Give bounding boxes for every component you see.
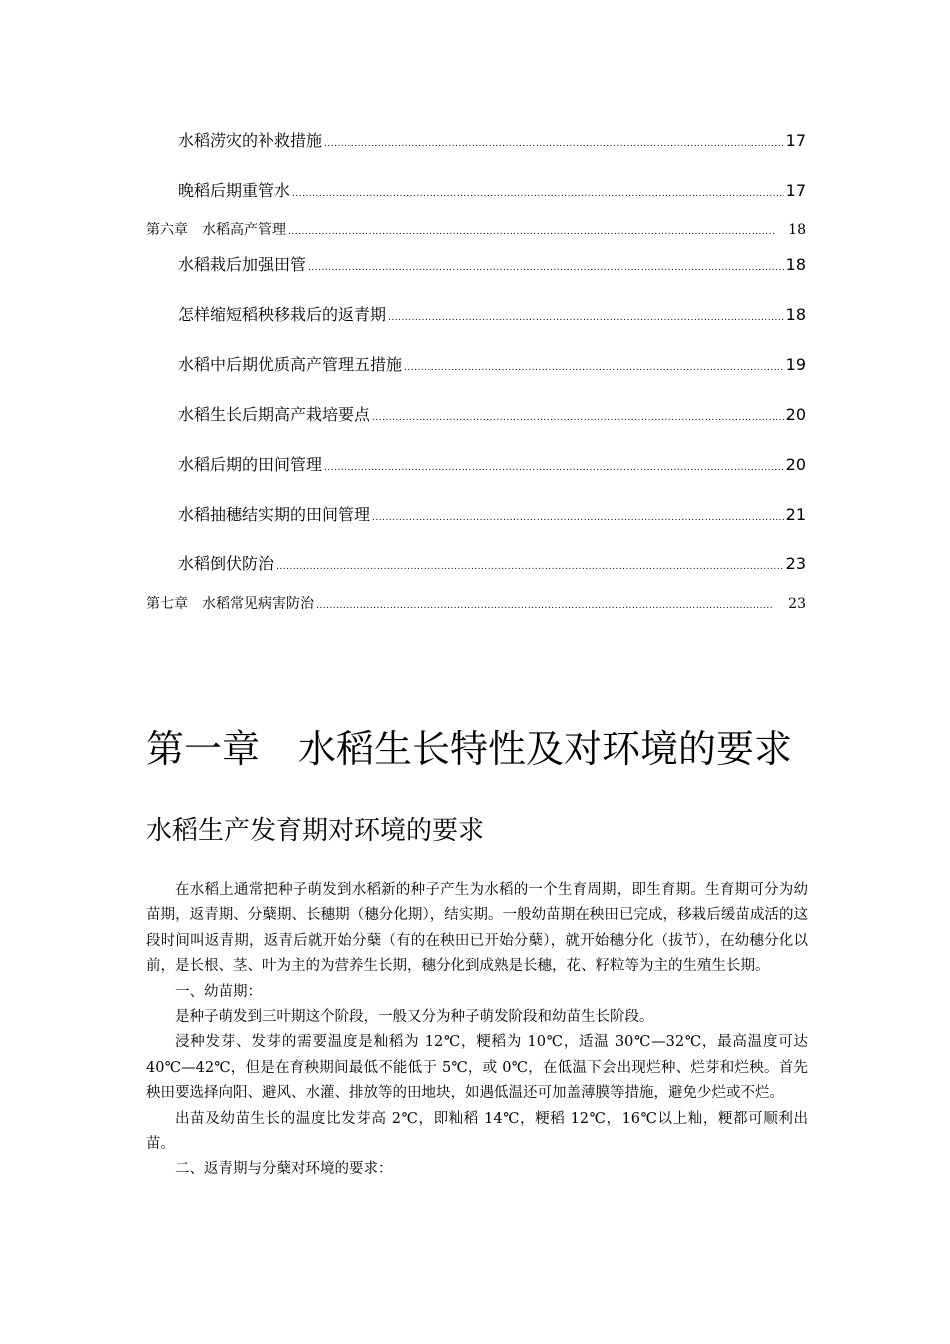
toc-entry-page: 17 xyxy=(785,181,806,200)
toc-leader-dots xyxy=(316,596,774,612)
toc-entry-page: 18 xyxy=(785,255,806,274)
toc-leader-dots xyxy=(324,131,784,150)
toc-leader-dots xyxy=(372,505,784,524)
paragraph: 是种子萌发到三叶期这个阶段，一般又分为种子萌发阶段和幼苗生长阶段。 xyxy=(175,1009,654,1026)
toc-entry-page: 21 xyxy=(785,505,806,524)
toc-entry-title: 水稻中后期优质高产管理五措施 xyxy=(178,355,403,374)
toc-chapter-entry[interactable] xyxy=(146,593,806,613)
toc-entry-page: 17 xyxy=(785,131,806,150)
toc-entry-title: 水稻栽后加强田管 xyxy=(178,255,307,274)
toc-entry-title: 水稻生长后期高产栽培要点 xyxy=(178,405,371,424)
toc-chapter-entry[interactable] xyxy=(146,219,806,239)
toc-leader-dots xyxy=(276,554,784,573)
chapter-heading: 第一章 水稻生长特性及对环境的要求 xyxy=(146,727,793,771)
toc-entry-title: 第六章 水稻高产管理 xyxy=(146,222,286,238)
toc-entry-page: 23 xyxy=(785,554,806,573)
toc-entry-title: 怎样缩短稻秧移栽后的返青期 xyxy=(178,305,387,324)
toc-leader-dots xyxy=(324,455,784,474)
toc-entry[interactable] xyxy=(178,178,806,201)
toc-leader-dots xyxy=(292,181,784,200)
section-heading: 水稻生产发育期对环境的要求 xyxy=(146,816,485,846)
toc-entry-title: 晚稻后期重管水 xyxy=(178,181,291,200)
toc-leader-dots xyxy=(288,222,774,238)
body-text xyxy=(146,878,808,1183)
paragraph: 浸种发芽、发芽的需要温度是籼稻为 12℃，粳稻为 10℃，适温 30℃—32℃，最高温度可达 40℃—42℃，但是在育秧期间最低不能低于 5℃，或 0℃，在低温下会出现烂种、烂芽和烂秧。首先秧田要选择向阳、避风、水灌、排放等的田地块，如遇低温还可加盖薄膜等措施，避免少烂或不烂。 xyxy=(146,1034,808,1102)
toc-leader-dots xyxy=(388,305,784,324)
toc-leader-dots xyxy=(372,405,784,424)
toc-entry[interactable] xyxy=(178,302,806,325)
toc-entry-title: 水稻抽穗结实期的田间管理 xyxy=(178,505,371,524)
toc-entry[interactable] xyxy=(178,402,806,425)
toc-entry[interactable] xyxy=(178,452,806,475)
toc-entry-page: 20 xyxy=(785,455,806,474)
toc-entry[interactable] xyxy=(178,128,806,151)
toc-entry-page: 18 xyxy=(788,222,806,238)
toc-entry[interactable] xyxy=(178,252,806,275)
toc-leader-dots xyxy=(308,255,784,274)
toc-entry-title: 水稻倒伏防治 xyxy=(178,554,275,573)
toc-entry[interactable] xyxy=(178,551,806,574)
toc-entry-page: 18 xyxy=(785,305,806,324)
toc-entry[interactable] xyxy=(178,352,806,375)
paragraph: 出苗及幼苗生长的温度比发芽高 2℃，即籼稻 14℃，粳稻 12℃，16℃以上籼，粳都可顺利出苗。 xyxy=(146,1110,808,1153)
toc-leader-dots xyxy=(404,355,784,374)
paragraph: 二、返青期与分蘖对环境的要求： xyxy=(175,1161,393,1178)
toc-entry-page: 23 xyxy=(788,596,806,612)
toc-entry-title: 水稻涝灾的补救措施 xyxy=(178,131,323,150)
toc-entry-title: 水稻后期的田间管理 xyxy=(178,455,323,474)
toc-entry-title: 第七章 水稻常见病害防治 xyxy=(146,596,314,612)
toc-entry[interactable] xyxy=(178,502,806,525)
toc-entry-page: 19 xyxy=(785,355,806,374)
toc-entry-page: 20 xyxy=(785,405,806,424)
paragraph: 在水稻上通常把种子萌发到水稻新的种子产生为水稻的一个生育周期，即生育期。生育期可分为幼苗期，返青期、分蘖期、长穗期（穗分化期），结实期。一般幼苗期在秧田已完成，移栽后缓苗成活的这段时间叫返青期，返青后就开始分蘖（有的在秧田已开始分蘖），就开始穗分化（拔节），在幼穗分化以前，是长根、茎、叶为主的为营养生长期，穗分化到成熟是长穗，花、籽粒等为主的生殖生长期。 xyxy=(146,882,808,975)
paragraph: 一、幼苗期： xyxy=(175,983,262,1000)
